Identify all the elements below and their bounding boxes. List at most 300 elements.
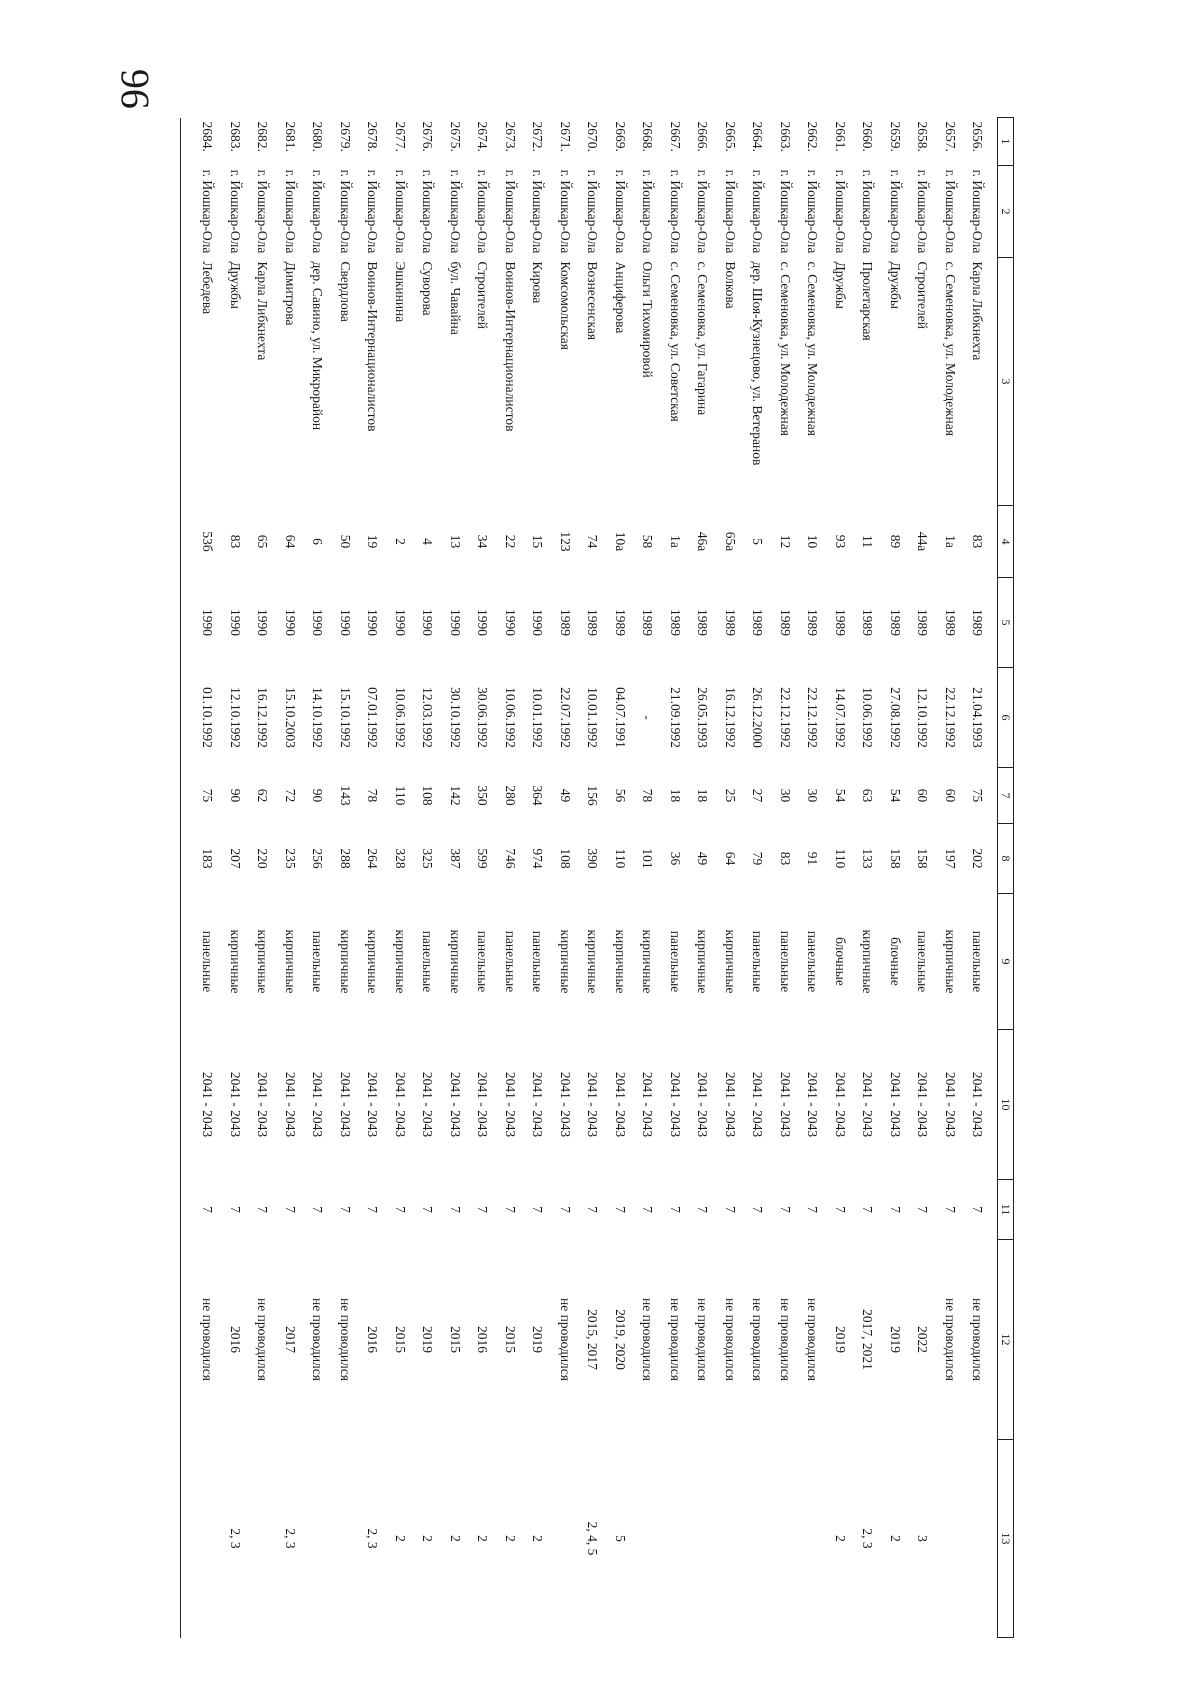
cell-wall-material: кирпичные xyxy=(255,929,271,994)
cell-build-year: 1989 xyxy=(777,609,793,636)
table-row xyxy=(331,118,359,1638)
cell-settlement: г. Йошкар-Ола xyxy=(970,169,986,254)
cell-last-repair-year: не проводился xyxy=(337,1298,353,1381)
cell-row-number: 2679. xyxy=(337,121,353,152)
cell-residents: 78 xyxy=(640,788,656,803)
cell-settlement: г. Йошкар-Ола xyxy=(255,169,271,254)
cell-commission-date: 26.12.2000 xyxy=(750,687,766,748)
table-row xyxy=(799,118,827,1638)
table-row xyxy=(579,118,607,1638)
table-row xyxy=(744,118,772,1638)
cell-house-number: 44а xyxy=(915,531,931,552)
table-row xyxy=(909,118,937,1638)
cell-work-codes: 2, 3 xyxy=(860,1528,876,1549)
cell-last-repair-year: не проводился xyxy=(310,1298,326,1381)
cell-residents: 62 xyxy=(255,788,271,803)
cell-settlement: г. Йошкар-Ола xyxy=(805,169,821,254)
cell-commission-date: 10.01.1992 xyxy=(530,687,546,748)
cell-house-number: 83 xyxy=(227,534,243,549)
cell-settlement: г. Йошкар-Ола xyxy=(612,169,628,254)
cell-wall-material: панельные xyxy=(475,930,491,993)
cell-repair-period: 2041 - 2043 xyxy=(970,1071,986,1138)
cell-last-repair-year: не проводился xyxy=(695,1298,711,1381)
cell-house-number: 15 xyxy=(530,534,546,549)
cell-service-years: 7 xyxy=(475,1206,491,1213)
cell-residents: 18 xyxy=(695,788,711,803)
cell-row-number: 2670. xyxy=(585,121,601,152)
cell-wall-material: панельные xyxy=(502,930,518,993)
cell-work-codes xyxy=(194,1440,222,1638)
cell-build-year: 1989 xyxy=(915,609,931,636)
cell-wall-material: кирпичные xyxy=(392,929,408,994)
cell-build-year: 1990 xyxy=(447,609,463,636)
cell-commission-date: 14.07.1992 xyxy=(832,687,848,748)
cell-street: Анциферова xyxy=(612,261,628,334)
cell-settlement: г. Йошкар-Ола xyxy=(695,169,711,254)
cell-commission-date: - xyxy=(640,715,656,720)
cell-street: Карла Либкнехта xyxy=(255,261,271,361)
cell-service-years: 7 xyxy=(310,1206,326,1213)
cell-build-year: 1989 xyxy=(667,609,683,636)
table-row xyxy=(386,118,414,1638)
cell-street: с. Семеновка, ул. Молодежная xyxy=(942,261,958,436)
cell-settlement: г. Йошкар-Ола xyxy=(942,169,958,254)
cell-row-number: 2672. xyxy=(530,121,546,152)
cell-row-number: 2662. xyxy=(805,121,821,152)
cell-residents: 364 xyxy=(530,785,546,806)
cell-house-number: 123 xyxy=(557,531,573,552)
cell-settlement: г. Йошкар-Ола xyxy=(887,169,903,254)
cell-wall-material: кирпичные xyxy=(282,929,298,994)
cell-work-codes xyxy=(634,1440,662,1638)
cell-commission-date: 22.12.1992 xyxy=(805,687,821,748)
cell-wall-material: кирпичные xyxy=(447,929,463,994)
cell-settlement: г. Йошкар-Ола xyxy=(640,169,656,254)
cell-last-repair-year: 2015 xyxy=(447,1326,463,1353)
cell-work-codes: 2 xyxy=(392,1535,408,1542)
cell-residents: 90 xyxy=(310,788,326,803)
cell-residents: 350 xyxy=(475,785,491,806)
table-row xyxy=(936,118,964,1638)
cell-commission-date: 15.10.2003 xyxy=(282,687,298,748)
cell-repair-period: 2041 - 2043 xyxy=(750,1071,766,1138)
cell-service-years: 7 xyxy=(282,1206,298,1213)
cell-wall-material: кирпичные xyxy=(942,929,958,994)
cell-wall-material: кирпичные xyxy=(365,929,381,994)
cell-residents: 110 xyxy=(392,785,408,806)
table-row xyxy=(881,118,909,1638)
cell-work-codes: 3 xyxy=(915,1535,931,1542)
cell-settlement: г. Йошкар-Ола xyxy=(585,169,601,254)
cell-repair-period: 2041 - 2043 xyxy=(227,1071,243,1138)
cell-settlement: г. Йошкар-Ола xyxy=(420,169,436,254)
cell-settlement: г. Йошкар-Ола xyxy=(915,169,931,254)
cell-service-years: 7 xyxy=(612,1206,628,1213)
cell-service-years: 7 xyxy=(227,1206,243,1213)
cell-commission-date: 12.10.1992 xyxy=(915,687,931,748)
cell-area: 974 xyxy=(530,848,546,869)
cell-row-number: 2675. xyxy=(447,121,463,152)
cell-repair-period: 2041 - 2043 xyxy=(612,1071,628,1138)
register-table xyxy=(181,117,1015,1638)
cell-build-year: 1990 xyxy=(392,609,408,636)
cell-last-repair-year: 2017 xyxy=(282,1326,298,1353)
column-header-13: 13 xyxy=(998,1440,1014,1638)
table-row xyxy=(249,118,277,1638)
cell-repair-period: 2041 - 2043 xyxy=(805,1071,821,1138)
cell-last-repair-year: 2016 xyxy=(227,1326,243,1353)
cell-commission-date: 22.12.1992 xyxy=(777,687,793,748)
cell-street: Дружбы xyxy=(887,261,903,309)
cell-house-number: 19 xyxy=(365,534,381,549)
table-row xyxy=(606,118,634,1638)
cell-area: 256 xyxy=(310,848,326,869)
cell-work-codes xyxy=(661,1440,689,1638)
cell-wall-material: кирпичные xyxy=(612,929,628,994)
cell-service-years: 7 xyxy=(887,1206,903,1213)
cell-house-number: 58 xyxy=(640,534,656,549)
cell-build-year: 1989 xyxy=(640,609,656,636)
cell-residents: 56 xyxy=(612,788,628,803)
cell-residents: 280 xyxy=(502,785,518,806)
cell-area: 207 xyxy=(227,848,243,869)
cell-settlement: г. Йошкар-Ола xyxy=(557,169,573,254)
cell-street: с. Семеновка, ул. Советская xyxy=(667,261,683,422)
cell-commission-date: 22.07.1992 xyxy=(557,687,573,748)
cell-residents: 75 xyxy=(970,788,986,803)
cell-last-repair-year: 2019 xyxy=(887,1326,903,1353)
cell-service-years: 7 xyxy=(365,1206,381,1213)
cell-street: Димитрова xyxy=(282,261,298,326)
cell-build-year: 1989 xyxy=(970,609,986,636)
cell-work-codes: 2, 3 xyxy=(227,1528,243,1549)
cell-commission-date: 16.12.1992 xyxy=(722,687,738,748)
cell-service-years: 7 xyxy=(392,1206,408,1213)
cell-work-codes: 2 xyxy=(502,1535,518,1542)
cell-repair-period: 2041 - 2043 xyxy=(337,1071,353,1138)
cell-service-years: 7 xyxy=(640,1206,656,1213)
cell-repair-period: 2041 - 2043 xyxy=(420,1071,436,1138)
cell-service-years: 7 xyxy=(860,1206,876,1213)
cell-last-repair-year: 2015, 2017 xyxy=(585,1309,601,1370)
cell-work-codes xyxy=(744,1440,772,1638)
cell-repair-period: 2041 - 2043 xyxy=(282,1071,298,1138)
cell-commission-date: 30.10.1992 xyxy=(447,687,463,748)
cell-area: 325 xyxy=(420,848,436,869)
cell-service-years: 7 xyxy=(667,1206,683,1213)
cell-last-repair-year: 2015 xyxy=(502,1326,518,1353)
cell-area: 79 xyxy=(750,851,766,866)
cell-repair-period: 2041 - 2043 xyxy=(365,1071,381,1138)
cell-settlement: г. Йошкар-Ола xyxy=(667,169,683,254)
cell-build-year: 1990 xyxy=(310,609,326,636)
cell-row-number: 2678. xyxy=(365,121,381,152)
table-row xyxy=(276,118,304,1638)
cell-house-number: 93 xyxy=(832,534,848,549)
cell-repair-period: 2041 - 2043 xyxy=(887,1071,903,1138)
cell-house-number: 65а xyxy=(722,531,738,552)
cell-service-years: 7 xyxy=(502,1206,518,1213)
cell-settlement: г. Йошкар-Ола xyxy=(227,169,243,254)
cell-work-codes xyxy=(331,1440,359,1638)
cell-street: Воинов-Интернационалистов xyxy=(502,261,518,432)
cell-residents: 54 xyxy=(887,788,903,803)
cell-wall-material: панельные xyxy=(200,930,216,993)
cell-service-years: 7 xyxy=(915,1206,931,1213)
cell-wall-material: кирпичные xyxy=(557,929,573,994)
cell-row-number: 2676. xyxy=(420,121,436,152)
cell-wall-material: кирпичные xyxy=(695,929,711,994)
cell-service-years: 7 xyxy=(805,1206,821,1213)
cell-wall-material: панельные xyxy=(915,930,931,993)
cell-service-years: 7 xyxy=(750,1206,766,1213)
cell-residents: 60 xyxy=(942,788,958,803)
cell-residents: 54 xyxy=(832,788,848,803)
cell-build-year: 1990 xyxy=(200,609,216,636)
cell-area: 133 xyxy=(860,848,876,869)
cell-street: Карла Либкнехта xyxy=(970,261,986,361)
cell-repair-period: 2041 - 2043 xyxy=(585,1071,601,1138)
cell-service-years: 7 xyxy=(337,1206,353,1213)
cell-work-codes: 2 xyxy=(832,1535,848,1542)
cell-row-number: 2682. xyxy=(255,121,271,152)
cell-residents: 156 xyxy=(585,785,601,806)
cell-street: с. Семеновка, ул. Молодежная xyxy=(777,261,793,436)
cell-commission-date: 10.06.1992 xyxy=(502,687,518,748)
cell-street: с. Семеновка, ул. Гагарина xyxy=(695,261,711,416)
cell-last-repair-year: 2019 xyxy=(420,1326,436,1353)
cell-row-number: 2656. xyxy=(970,121,986,152)
cell-street: Дружбы xyxy=(227,261,243,309)
cell-row-number: 2657. xyxy=(942,121,958,152)
cell-street: Лебедева xyxy=(200,261,216,315)
cell-last-repair-year: 2019, 2020 xyxy=(612,1309,628,1370)
cell-work-codes: 2 xyxy=(420,1535,436,1542)
cell-house-number: 2 xyxy=(392,538,408,545)
cell-work-codes: 2, 3 xyxy=(365,1528,381,1549)
cell-build-year: 1990 xyxy=(227,609,243,636)
cell-service-years: 7 xyxy=(942,1206,958,1213)
cell-last-repair-year: 2022 xyxy=(915,1326,931,1353)
cell-street: Комсомольская xyxy=(557,261,573,350)
cell-area: 235 xyxy=(282,848,298,869)
cell-settlement: г. Йошкар-Ола xyxy=(502,169,518,254)
cell-settlement: г. Йошкар-Ола xyxy=(310,169,326,254)
cell-commission-date: 16.12.1992 xyxy=(255,687,271,748)
cell-house-number: 11 xyxy=(860,535,876,548)
table-row xyxy=(634,118,662,1638)
cell-street: Кирова xyxy=(530,261,546,304)
cell-service-years: 7 xyxy=(777,1206,793,1213)
cell-house-number: 6 xyxy=(310,538,326,545)
cell-wall-material: кирпичные xyxy=(337,929,353,994)
cell-street: Вознесенская xyxy=(585,261,601,341)
cell-area: 91 xyxy=(805,851,821,866)
cell-build-year: 1989 xyxy=(722,609,738,636)
cell-street: Волкова xyxy=(722,261,738,309)
cell-commission-date: 27.08.1992 xyxy=(887,687,903,748)
cell-street: Пролетарская xyxy=(860,261,876,341)
cell-residents: 142 xyxy=(447,785,463,806)
cell-settlement: г. Йошкар-Ола xyxy=(200,169,216,254)
cell-build-year: 1989 xyxy=(695,609,711,636)
cell-area: 390 xyxy=(585,848,601,869)
cell-area: 220 xyxy=(255,848,271,869)
cell-area: 288 xyxy=(337,848,353,869)
table-row xyxy=(359,118,387,1638)
cell-service-years: 7 xyxy=(255,1206,271,1213)
cell-service-years: 7 xyxy=(530,1206,546,1213)
cell-residents: 75 xyxy=(200,788,216,803)
cell-house-number: 46а xyxy=(695,531,711,552)
cell-work-codes xyxy=(689,1440,717,1638)
cell-street: Свердлова xyxy=(337,261,353,322)
cell-repair-period: 2041 - 2043 xyxy=(200,1071,216,1138)
cell-last-repair-year: 2019 xyxy=(832,1326,848,1353)
cell-wall-material: панельные xyxy=(750,930,766,993)
cell-build-year: 1990 xyxy=(502,609,518,636)
cell-house-number: 1а xyxy=(942,535,958,548)
cell-repair-period: 2041 - 2043 xyxy=(777,1071,793,1138)
cell-commission-date: 07.01.1992 xyxy=(365,687,381,748)
cell-last-repair-year: не проводился xyxy=(667,1298,683,1381)
cell-build-year: 1990 xyxy=(475,609,491,636)
cell-residents: 18 xyxy=(667,788,683,803)
cell-wall-material: кирпичные xyxy=(640,929,656,994)
cell-build-year: 1990 xyxy=(337,609,353,636)
cell-house-number: 12 xyxy=(777,534,793,549)
cell-repair-period: 2041 - 2043 xyxy=(557,1071,573,1138)
cell-street: с. Семеновка, ул. Молодежная xyxy=(805,261,821,436)
cell-wall-material: панельные xyxy=(420,930,436,993)
cell-house-number: 50 xyxy=(337,534,353,549)
cell-work-codes: 2 xyxy=(447,1535,463,1542)
cell-commission-date: 10.06.1992 xyxy=(860,687,876,748)
cell-row-number: 2659. xyxy=(887,121,903,152)
cell-area: 110 xyxy=(832,848,848,869)
page-number: 96 xyxy=(112,69,157,109)
cell-wall-material: кирпичные xyxy=(722,929,738,994)
cell-house-number: 74 xyxy=(585,534,601,549)
table-row xyxy=(551,118,579,1638)
cell-street: Строителей xyxy=(915,261,931,329)
column-header-11: 11 xyxy=(998,1180,1014,1240)
cell-work-codes: 5 xyxy=(612,1535,628,1542)
cell-area: 202 xyxy=(970,848,986,869)
cell-residents: 30 xyxy=(777,788,793,803)
cell-service-years: 7 xyxy=(832,1206,848,1213)
cell-settlement: г. Йошкар-Ола xyxy=(282,169,298,254)
cell-residents: 25 xyxy=(722,788,738,803)
cell-area: 158 xyxy=(887,848,903,869)
cell-work-codes xyxy=(249,1440,277,1638)
cell-area: 83 xyxy=(777,851,793,866)
cell-service-years: 7 xyxy=(970,1206,986,1213)
cell-work-codes xyxy=(551,1440,579,1638)
column-header-12: 12 xyxy=(998,1240,1014,1440)
cell-commission-date: 26.05.1993 xyxy=(695,687,711,748)
cell-build-year: 1989 xyxy=(750,609,766,636)
cell-work-codes xyxy=(771,1440,799,1638)
cell-work-codes: 2 xyxy=(887,1535,903,1542)
cell-commission-date: 15.10.1992 xyxy=(337,687,353,748)
cell-area: 197 xyxy=(942,848,958,869)
cell-row-number: 2660. xyxy=(860,121,876,152)
cell-residents: 27 xyxy=(750,788,766,803)
column-header-6: 6 xyxy=(998,668,1014,768)
cell-repair-period: 2041 - 2043 xyxy=(942,1071,958,1138)
cell-service-years: 7 xyxy=(420,1206,436,1213)
cell-build-year: 1989 xyxy=(805,609,821,636)
cell-row-number: 2661. xyxy=(832,121,848,152)
cell-commission-date: 10.01.1992 xyxy=(585,687,601,748)
table-row xyxy=(496,118,524,1638)
cell-wall-material: кирпичные xyxy=(585,929,601,994)
cell-build-year: 1990 xyxy=(530,609,546,636)
register-table-sheet xyxy=(184,117,1014,1637)
cell-last-repair-year: не проводился xyxy=(255,1298,271,1381)
cell-residents: 90 xyxy=(227,788,243,803)
cell-settlement: г. Йошкар-Ола xyxy=(447,169,463,254)
table-row xyxy=(469,118,497,1638)
cell-area: 158 xyxy=(915,848,931,869)
cell-area: 328 xyxy=(392,848,408,869)
table-header xyxy=(998,118,1014,1638)
cell-repair-period: 2041 - 2043 xyxy=(832,1071,848,1138)
cell-last-repair-year: не проводился xyxy=(640,1298,656,1381)
cell-commission-date: 21.04.1993 xyxy=(970,687,986,748)
cell-work-codes xyxy=(799,1440,827,1638)
cell-last-repair-year: не проводился xyxy=(557,1298,573,1381)
cell-repair-period: 2041 - 2043 xyxy=(502,1071,518,1138)
cell-row-number: 2683. xyxy=(227,121,243,152)
cell-area: 108 xyxy=(557,848,573,869)
cell-repair-period: 2041 - 2043 xyxy=(667,1071,683,1138)
cell-repair-period: 2041 - 2043 xyxy=(447,1071,463,1138)
cell-house-number: 4 xyxy=(420,538,436,545)
cell-build-year: 1989 xyxy=(860,609,876,636)
cell-row-number: 2681. xyxy=(282,121,298,152)
cell-build-year: 1989 xyxy=(887,609,903,636)
cell-settlement: г. Йошкар-Ола xyxy=(530,169,546,254)
cell-service-years: 7 xyxy=(585,1206,601,1213)
cell-settlement: г. Йошкар-Ола xyxy=(777,169,793,254)
cell-house-number: 65 xyxy=(255,534,271,549)
column-header-3: 3 xyxy=(998,258,1014,506)
cell-residents: 63 xyxy=(860,788,876,803)
cell-build-year: 1989 xyxy=(942,609,958,636)
cell-service-years: 7 xyxy=(447,1206,463,1213)
cell-work-codes: 2, 3 xyxy=(282,1528,298,1549)
cell-settlement: г. Йошкар-Ола xyxy=(750,169,766,254)
cell-house-number: 5 xyxy=(750,538,766,545)
cell-build-year: 1990 xyxy=(420,609,436,636)
cell-area: 746 xyxy=(502,848,518,869)
cell-build-year: 1990 xyxy=(365,609,381,636)
table-row xyxy=(304,118,332,1638)
table-row xyxy=(414,118,442,1638)
cell-area: 36 xyxy=(667,851,683,866)
cell-row-number: 2666. xyxy=(695,121,711,152)
cell-settlement: г. Йошкар-Ола xyxy=(365,169,381,254)
cell-area: 264 xyxy=(365,848,381,869)
cell-street: дер. Савино, ул. Микрорайон xyxy=(310,261,326,431)
cell-last-repair-year: не проводился xyxy=(805,1298,821,1381)
cell-commission-date: 22.12.1992 xyxy=(942,687,958,748)
table-row xyxy=(716,118,744,1638)
cell-work-codes: 2, 4, 5 xyxy=(585,1521,601,1556)
cell-repair-period: 2041 - 2043 xyxy=(475,1071,491,1138)
